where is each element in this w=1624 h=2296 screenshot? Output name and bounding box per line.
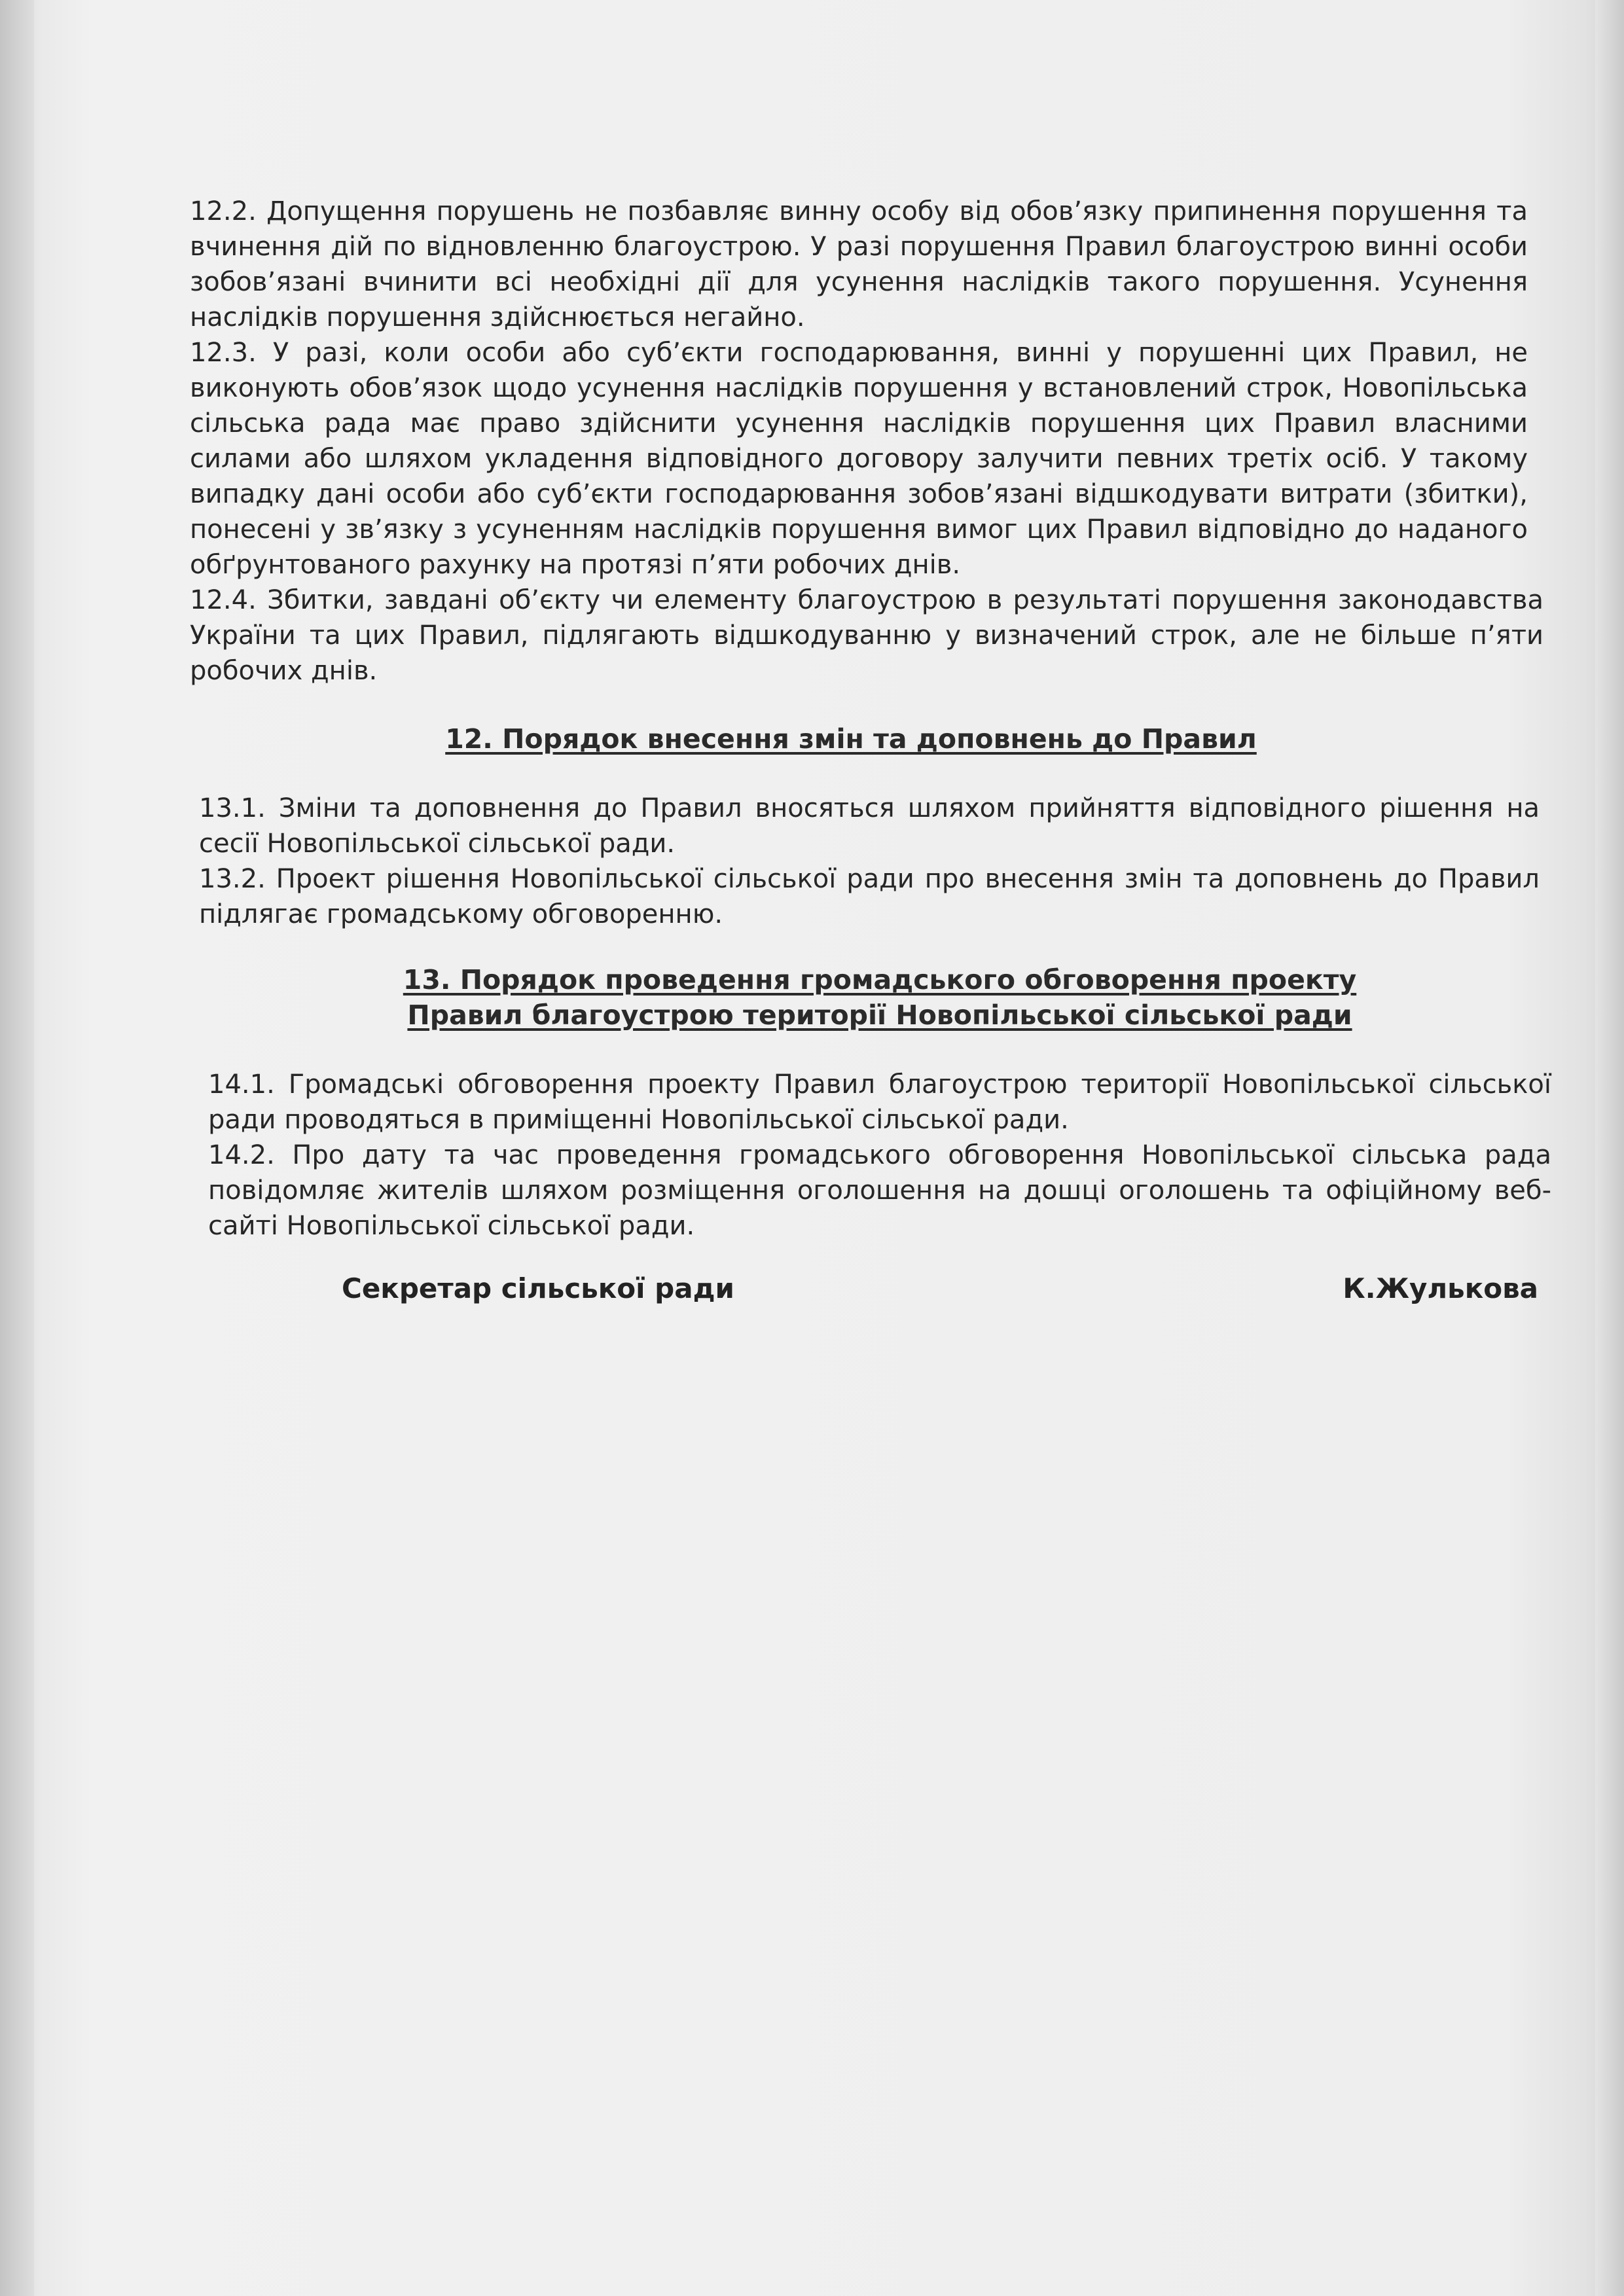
signature-block xyxy=(190,1271,1551,1306)
paragraph-13-1: 13.1. Зміни та доповнення до Правил вносяться шляхом прийняття відповідного рішення на сесії Новопільської сільської ради. xyxy=(199,793,1540,859)
section-13-heading xyxy=(190,962,1551,1033)
signature-position: Секретар сільської ради xyxy=(342,1272,734,1304)
section-13-heading-line1: 13. Порядок проведення громадського обговорення проекту xyxy=(403,964,1357,996)
paragraph-14-2: 14.2. Про дату та час проведення громадського обговорення Новопільської сільська рада повідомляє жителів шляхом розміщення оголошення на дошці оголошень та офіційному веб-сайті Новопільської сільської ради. xyxy=(208,1140,1551,1241)
section-12-body xyxy=(190,791,1551,932)
paragraph-12-3: 12.3. У разі, коли особи або суб’єкти господарювання, винні у порушенні цих Правил, не виконують обов’язок щодо усунення наслідків порушення у встановлений строк, Новопільська сільська рада має право здійснити усунення наслідків порушення цих Правил власними силами або шляхом укладення відповідного договору залучити певних третіх осіб. У такому випадку дані особи або суб’єкти господарювання зобов’язані відшкодувати витрати (збитки), понесені у зв’язку з усуненням наслідків порушення вимог цих Правил відповідно до наданого обґрунтованого рахунку на протязі п’яти робочих днів. xyxy=(190,338,1528,580)
paragraph-12-4: 12.4. Збитки, завдані об’єкту чи елементу благоустрою в результаті порушення законодавства України та цих Правил, підлягають відшкодуванню у визначений строк, але не більше п’яти робочих днів. xyxy=(190,585,1543,686)
signature-name: К.Жулькова xyxy=(1343,1272,1538,1304)
section-13-body xyxy=(190,1067,1551,1244)
document-body xyxy=(190,194,1551,1306)
scan-edge-right xyxy=(1595,0,1624,2296)
paragraph-13-2: 13.2. Проект рішення Новопільської сільської ради про внесення змін та доповнень до Правил підлягає громадському обговоренню. xyxy=(199,864,1540,929)
scan-edge-left xyxy=(0,0,34,2296)
paragraph-12-2: 12.2. Допущення порушень не позбавляє винну особу від обов’язку припинення порушення та вчинення дій по відновленню благоустрою. У разі порушення Правил благоустрою винні особи зобов’язані вчинити всі необхідні дії для усунення наслідків такого порушення. Усунення наслідків порушення здійснюється негайно. xyxy=(190,196,1528,332)
paragraph-14-1: 14.1. Громадські обговорення проекту Правил благоустрою території Новопільської сільської ради проводяться в приміщенні Новопільської сільської ради. xyxy=(208,1069,1551,1135)
section-12-heading: 12. Порядок внесення змін та доповнень до Правил xyxy=(445,723,1257,755)
section-13-heading-line2: Правил благоустрою території Новопільської сільської ради xyxy=(407,999,1352,1031)
